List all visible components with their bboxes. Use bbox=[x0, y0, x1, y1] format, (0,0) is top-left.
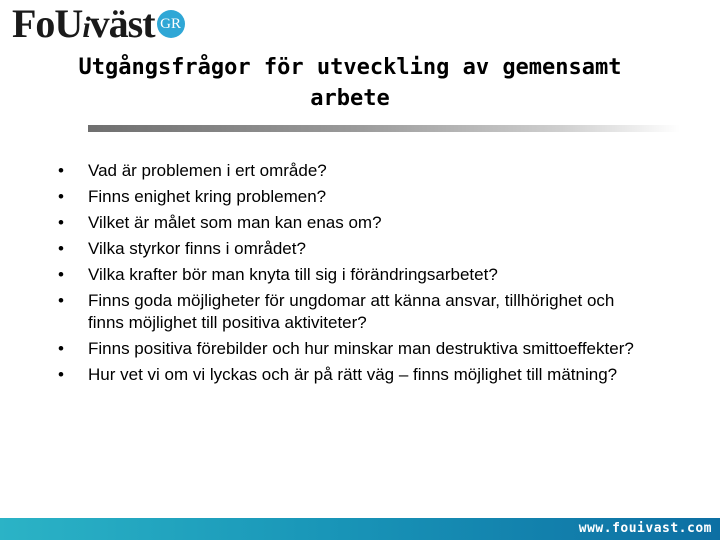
list-item: • Vilket är målet som man kan enas om? bbox=[58, 213, 382, 232]
list-item: • Hur vet vi om vi lyckas och är på rätt väg – finns möjlighet till mätning? bbox=[58, 365, 618, 384]
bullet-icon: • bbox=[58, 291, 64, 310]
list-item: • Vilka krafter bör man knyta till sig i förändringsarbetet? bbox=[58, 265, 498, 284]
bullet-icon: • bbox=[58, 161, 64, 180]
bullet-icon: • bbox=[58, 213, 64, 232]
list-item: • Finns positiva förebilder och hur minskar man destruktiva smittoeffekter? bbox=[58, 339, 634, 358]
list-item: • Vilka styrkor finns i området? bbox=[58, 239, 306, 258]
bullet-icon: • bbox=[58, 265, 64, 284]
footer-url: www.fouivast.com bbox=[578, 521, 712, 536]
logo-gr-badge: GR bbox=[157, 10, 185, 38]
footer-bar bbox=[0, 518, 720, 540]
fouivast-logo bbox=[12, 1, 185, 46]
list-item: • Finns enighet kring problemen? bbox=[58, 187, 327, 206]
slide-title: Utgångsfrågor för utveckling av gemensamt arbete bbox=[78, 55, 622, 111]
title-divider bbox=[88, 125, 680, 132]
bullet-icon: • bbox=[58, 187, 64, 206]
bullet-icon: • bbox=[58, 365, 64, 384]
question-list bbox=[58, 160, 648, 390]
bullet-icon: • bbox=[58, 239, 64, 258]
list-item: • Finns goda möjligheter för ungdomar att känna ansvar, tillhörighet och finns möjlighet till positiva aktiviteter? bbox=[58, 291, 615, 332]
logo-wordmark: FoUiväst bbox=[12, 1, 155, 46]
list-item: • Vad är problemen i ert område? bbox=[58, 161, 327, 180]
bullet-icon: • bbox=[58, 339, 64, 358]
